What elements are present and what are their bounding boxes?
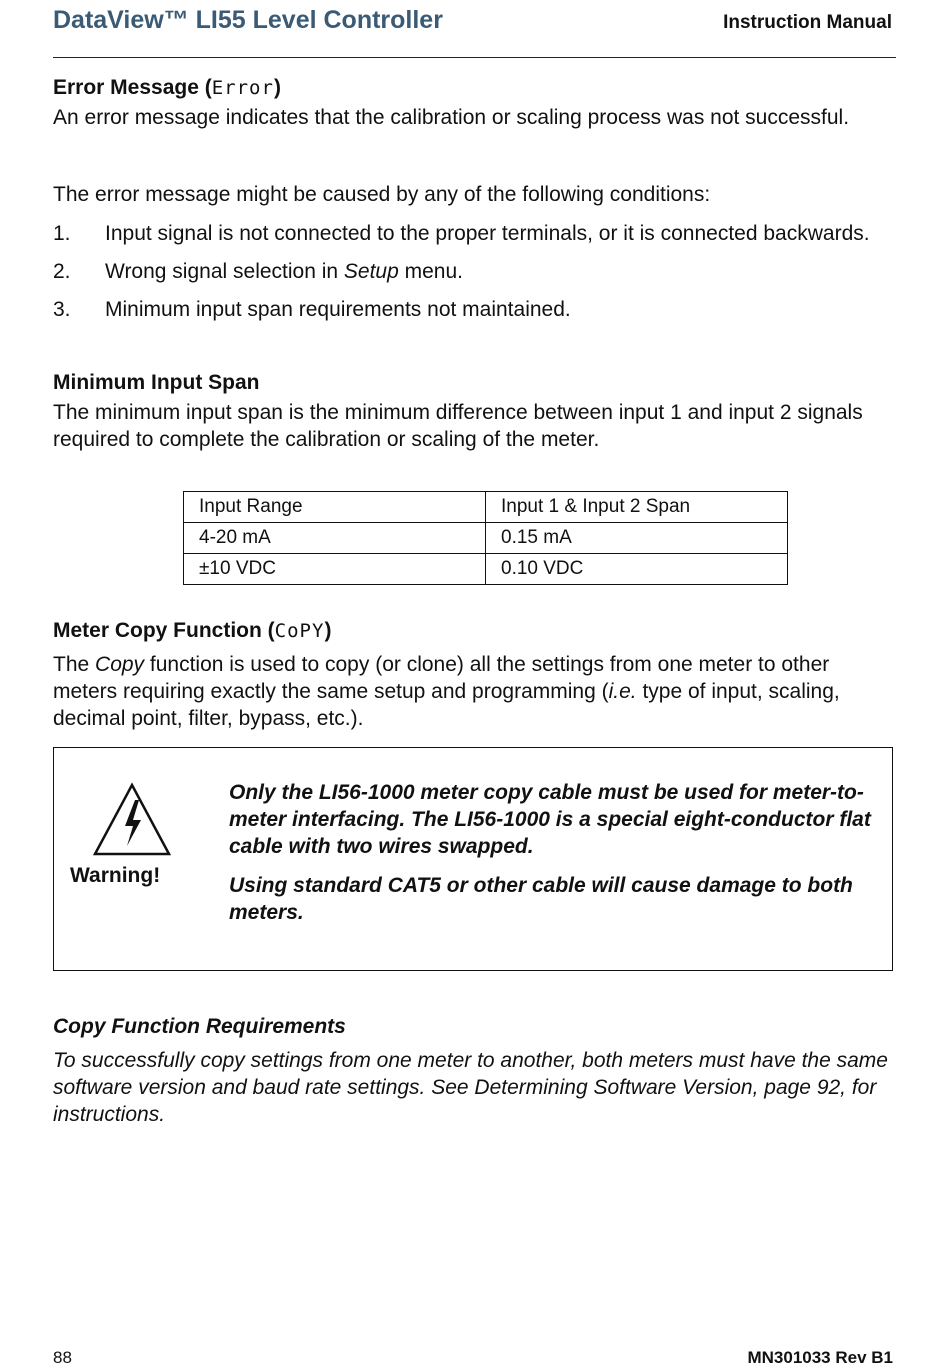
list-item: 1. Input signal is not connected to the proper terminals, or it is connected backwards.	[53, 222, 870, 245]
header-doc-type: Instruction Manual	[723, 12, 892, 33]
warning-text-cable: Only the LI56-1000 meter copy cable must be used for meter-to-meter interfacing. The LI56-1000 is a special eight-conductor flat cable with two wires swapped.	[229, 781, 871, 858]
minimum-input-span-heading: Minimum Input Span	[53, 371, 260, 394]
warning-box	[53, 747, 893, 971]
table-header-cell: Input Range	[184, 492, 486, 523]
page-header	[53, 0, 896, 58]
meter-copy-function-heading: Meter Copy Function (CoPY)	[53, 619, 332, 642]
copy-requirements-description: To successfully copy settings from one meter to another, both meters must have the same software version and baud rate settings. See Determining Software Version, page 92, for instructions.	[53, 1049, 888, 1126]
warning-text-damage: Using standard CAT5 or other cable will cause damage to both meters.	[229, 874, 853, 924]
document-id: MN301033 Rev B1	[747, 1348, 893, 1367]
list-item: 2. Wrong signal selection in Setup menu.	[53, 260, 463, 283]
copy-requirements-heading: Copy Function Requirements	[53, 1015, 346, 1038]
table-row	[184, 523, 788, 554]
table-header-cell: Input 1 & Input 2 Span	[486, 492, 788, 523]
error-message-description: An error message indicates that the calibration or scaling process was not successful.	[53, 106, 850, 129]
error-causes-intro: The error message might be caused by any of the following conditions:	[53, 183, 711, 206]
header-title: DataView™ LI55 Level Controller	[53, 6, 443, 34]
high-voltage-warning-icon	[92, 782, 172, 858]
warning-label: Warning!	[70, 864, 161, 887]
table-cell: 4-20 mA	[184, 523, 486, 554]
meter-copy-description: The Copy function is used to copy (or clone) all the settings from one meter to other meters requiring exactly the same setup and programming (i.e. type of input, scaling, decimal point, filter, bypass, etc.).	[53, 653, 840, 730]
page-number: 88	[53, 1348, 72, 1367]
error-causes-list	[53, 220, 893, 323]
lcd-error-text: Error	[211, 77, 274, 99]
table-header-row	[184, 492, 788, 523]
warning-text	[229, 779, 879, 938]
list-item: 3. Minimum input span requirements not maintained.	[53, 298, 571, 321]
table-row	[184, 554, 788, 585]
minimum-input-span-description: The minimum input span is the minimum difference between input 1 and input 2 signals required to complete the calibration or scaling of the meter.	[53, 401, 863, 451]
table-cell: ±10 VDC	[184, 554, 486, 585]
page-content	[53, 72, 893, 1128]
table-cell: 0.15 mA	[486, 523, 788, 554]
lcd-copy-text: CoPY	[274, 620, 325, 642]
error-message-heading: Error Message (Error)	[53, 76, 281, 99]
input-span-table	[183, 491, 788, 585]
table-cell: 0.10 VDC	[486, 554, 788, 585]
